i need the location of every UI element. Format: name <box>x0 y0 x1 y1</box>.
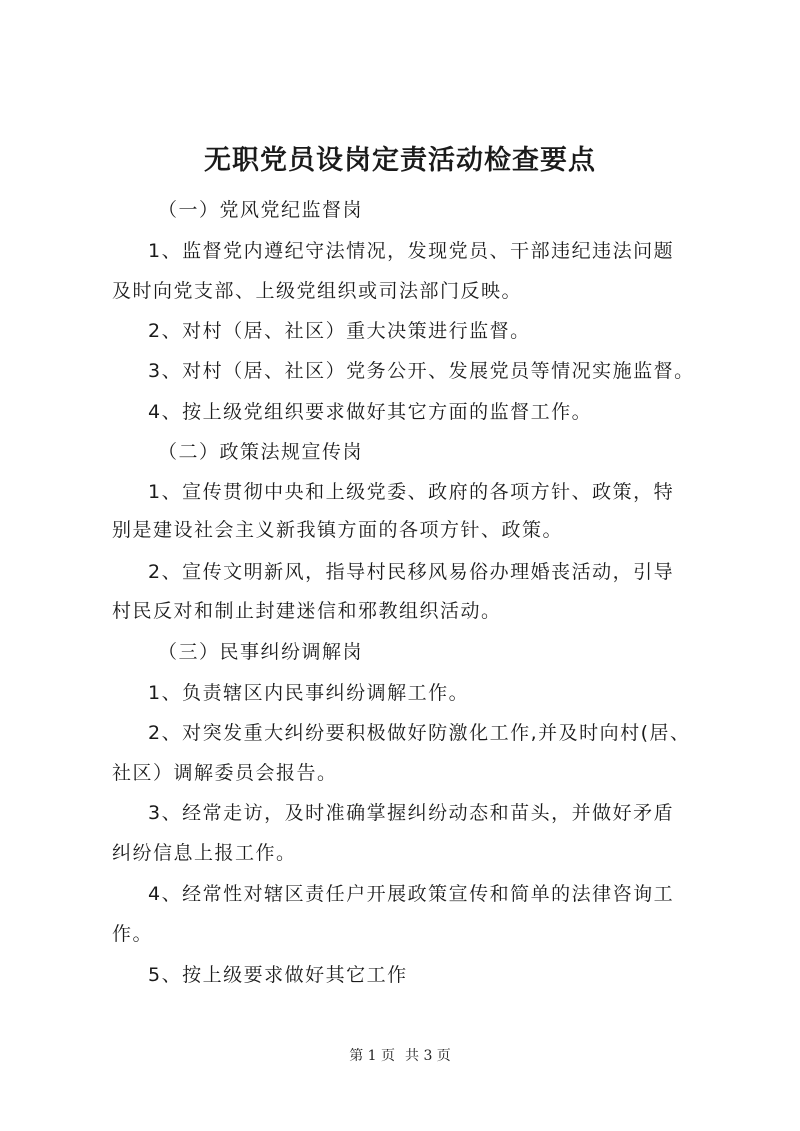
paragraph-1-1-line-1: 1、监督党内遵纪守法情况，发现党员、干部违纪违法问题 <box>148 240 675 262</box>
paragraph-2-1-line-1: 1、宣传贯彻中央和上级党委、政府的各项方针、政策，特 <box>148 481 675 503</box>
paragraph-3-3-line-2: 纠纷信息上报工作。 <box>112 842 297 864</box>
paragraph-3-5: 5、按上级要求做好其它工作 <box>148 964 408 986</box>
page-footer <box>0 1045 800 1065</box>
paragraph-2-1-line-2: 别是建设社会主义新我镇方面的各项方针、政策。 <box>112 519 564 541</box>
paragraph-3-2-line-2: 社区）调解委员会报告。 <box>112 762 338 784</box>
paragraph-1-2: 2、对村（居、社区）重大决策进行监督。 <box>148 320 531 342</box>
paragraph-1-4: 4、按上级党组织要求做好其它方面的监督工作。 <box>148 401 593 423</box>
section-heading-3: （三）民事纠纷调解岗 <box>158 641 364 663</box>
paragraph-2-2-line-1: 2、宣传文明新风，指导村民移风易俗办理婚丧活动，引导 <box>148 561 675 583</box>
paragraph-3-4-line-2: 作。 <box>112 923 154 945</box>
paragraph-2-2-line-2: 村民反对和制止封建迷信和邪教组织活动。 <box>112 600 502 622</box>
document-title: 无职党员设岗定责活动检查要点 <box>204 145 596 176</box>
paragraph-3-1: 1、负责辖区内民事纠纷调解工作。 <box>148 682 470 704</box>
paragraph-1-1-line-2: 及时向党支部、上级党组织或司法部门反映。 <box>112 280 523 302</box>
paragraph-3-3-line-1: 3、经常走访，及时准确掌握纠纷动态和苗头，并做好矛盾 <box>148 802 675 824</box>
page-number: 第 1 页 <box>349 1048 395 1064</box>
paragraph-1-3: 3、对村（居、社区）党务公开、发展党员等情况实施监督。 <box>148 360 695 382</box>
page-total: 共 3 页 <box>405 1048 451 1064</box>
paragraph-3-2-line-1: 2、对突发重大纠纷要积极做好防激化工作,并及时向村(居、 <box>148 722 691 744</box>
section-heading-1: （一）党风党纪监督岗 <box>158 199 364 221</box>
paragraph-3-4-line-1: 4、经常性对辖区责任户开展政策宣传和简单的法律咨询工 <box>148 883 675 905</box>
section-heading-2: （二）政策法规宣传岗 <box>158 441 364 463</box>
